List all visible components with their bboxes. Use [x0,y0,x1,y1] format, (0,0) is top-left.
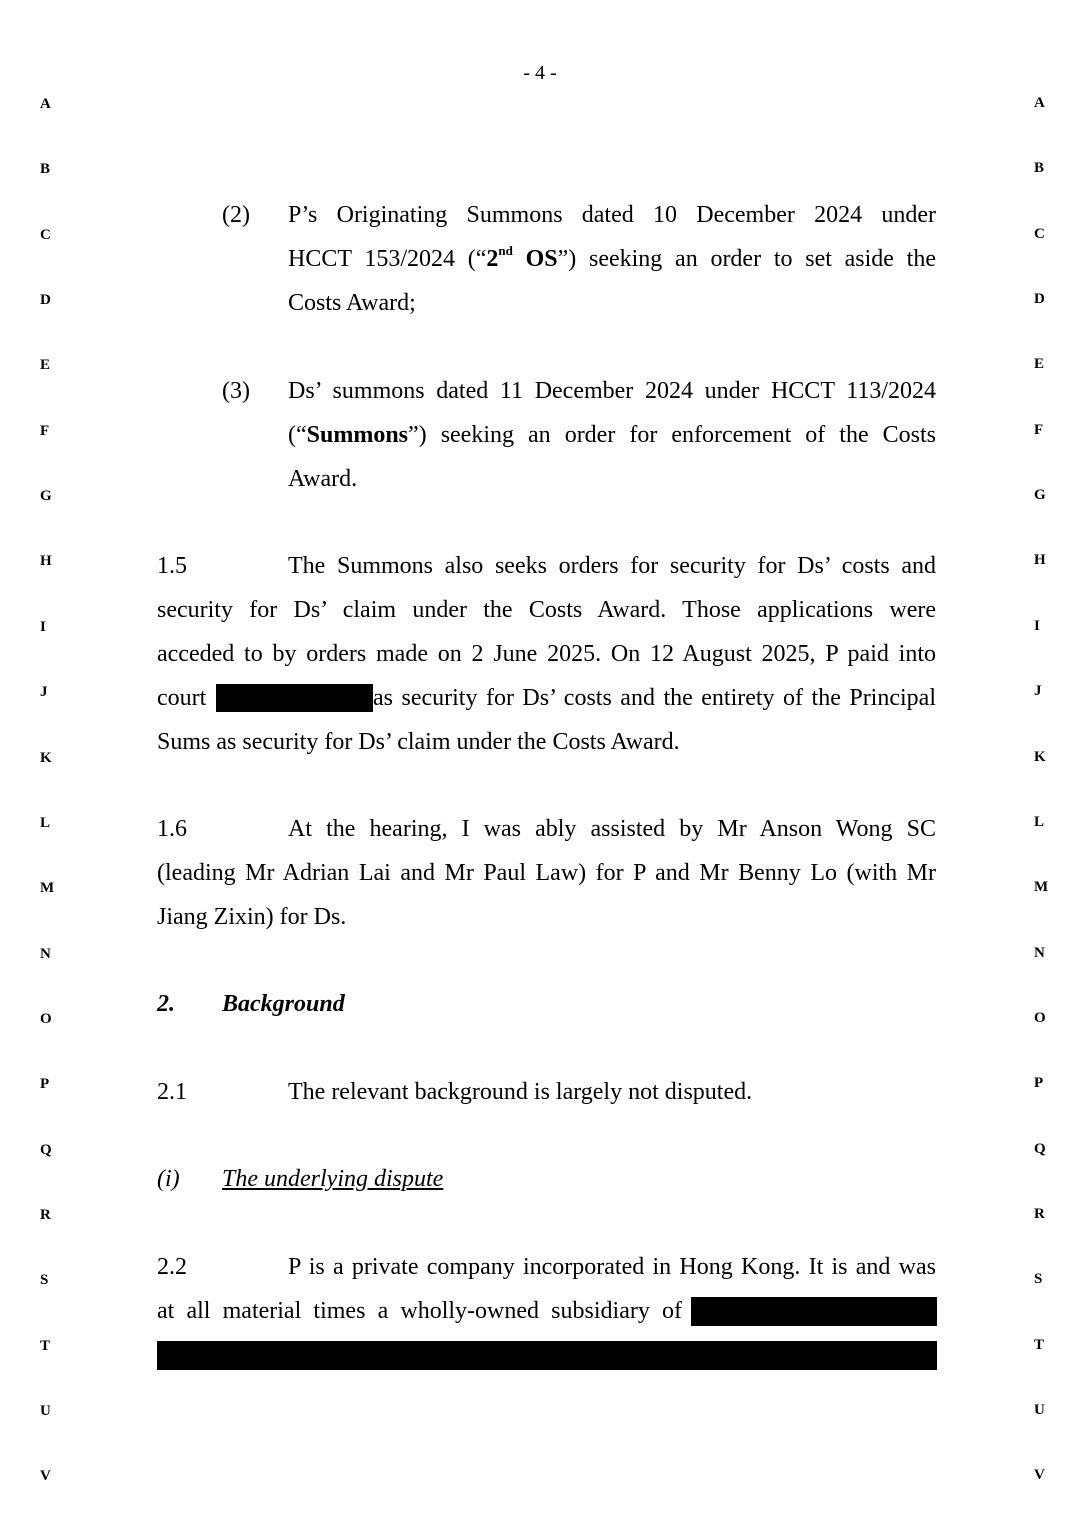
margin-letter-left: N [40,945,51,962]
margin-letter-right: L [1034,813,1045,830]
margin-letter-right: B [1034,160,1045,177]
margin-letter-right: P [1034,1075,1044,1092]
margin-letter-left: P [40,1076,50,1093]
item-2-line-3: Costs Award; [288,290,416,316]
margin-letter-left: O [40,1010,52,1027]
margin-letter-left: S [40,1272,49,1289]
margin-letter-left: K [40,749,52,766]
margin-letter-left: Q [40,1141,52,1158]
margin-letter-right: G [1034,487,1046,504]
para-2-2-number: 2.2 [157,1254,187,1280]
margin-letter-left: U [40,1403,51,1419]
margin-letter-right: U [1034,1402,1045,1418]
para-1-5-line-3: acceded to by orders made on 2 June 2025. On 12 August 2025, P paid into [157,641,936,667]
redaction-block [691,1297,937,1326]
para-1-5-number: 1.5 [157,553,187,579]
para-1-5-line-2: security for Ds’ claim under the Costs Award. Those applications were [157,597,936,623]
item-2-number: (2) [222,202,250,228]
subsection-i-title: The underlying dispute [222,1166,444,1192]
margin-letter-right: S [1034,1271,1043,1288]
margin-letter-left: C [40,226,51,243]
section-2-number: 2. [157,991,175,1017]
margin-letter-right: N [1034,944,1045,961]
para-1-5-line-5: Sums as security for Ds’ claim under the Costs Award. [157,729,680,755]
margin-letter-right: I [1034,617,1040,634]
para-1-6-line-2: (leading Mr Adrian Lai and Mr Paul Law) for P and Mr Benny Lo (with Mr [157,860,936,886]
margin-letter-left: J [40,684,48,701]
margin-letter-left: G [40,488,52,505]
margin-letter-left: V [40,1468,51,1485]
para-2-2-line-1: P is a private company incorporated in Hong Kong. It is and was [288,1254,936,1280]
margin-letter-right: J [1034,683,1042,700]
item-3-line-3: Award. [288,466,358,492]
para-1-6-line-1: At the hearing, I was ably assisted by Mr Anson Wong SC [288,816,936,842]
section-2-title: Background [222,991,345,1017]
margin-letter-left: D [40,292,51,309]
margin-letter-left: A [40,96,51,112]
para-1-6-number: 1.6 [157,816,187,842]
margin-letter-right: E [1034,356,1045,373]
margin-letter-right: C [1034,225,1045,242]
margin-letter-left: T [40,1337,51,1354]
margin-letter-right: V [1034,1467,1045,1484]
para-2-1-text: The relevant background is largely not disputed. [288,1079,753,1105]
margin-letter-right: T [1034,1336,1045,1353]
margin-letter-right: A [1034,95,1045,111]
para-1-6-line-3: Jiang Zixin) for Ds. [157,904,347,930]
margin-letter-left: I [40,618,46,635]
margin-letter-right: M [1034,879,1049,896]
margin-letter-right: D [1034,291,1045,308]
margin-letter-left: E [40,357,51,374]
margin-letter-right: H [1034,552,1046,569]
margin-letter-left: R [40,1206,51,1223]
margin-letter-right: F [1034,421,1044,438]
para-2-2-line-2: at all material times a wholly-owned subsidiary of [157,1298,682,1324]
margin-letter-right: O [1034,1009,1046,1026]
para-1-5-line-1: The Summons also seeks orders for security for Ds’ costs and [288,553,936,579]
margin-letter-right: R [1034,1205,1045,1222]
margin-letter-right: Q [1034,1140,1046,1157]
para-1-5-line-4-end: as security for Ds’ costs and the entirety of the Principal [373,685,936,711]
item-3-line-1: Ds’ summons dated 11 December 2024 under HCCT 113/2024 [288,378,936,404]
margin-letter-left: L [40,814,51,831]
margin-letter-left: B [40,161,51,178]
item-3-number: (3) [222,378,250,404]
item-3-line-2: (“Summons”) seeking an order for enforcement of the Costs [288,422,936,448]
redaction-block [157,1341,937,1370]
margin-letter-right: K [1034,748,1046,765]
margin-letter-left: F [40,422,50,439]
margin-letter-left: H [40,553,52,570]
page-number: - 4 - [523,62,557,84]
margin-letter-left: M [40,880,55,897]
subsection-i-number: (i) [157,1166,180,1192]
para-1-5-line-4-start: court [157,685,207,711]
item-2-line-2: HCCT 153/2024 (“2nd OS”) seeking an order to set aside the [288,243,937,272]
para-2-1-number: 2.1 [157,1079,187,1105]
redaction-block [216,684,373,712]
item-2-line-1: P’s Originating Summons dated 10 December 2024 under [288,202,936,228]
